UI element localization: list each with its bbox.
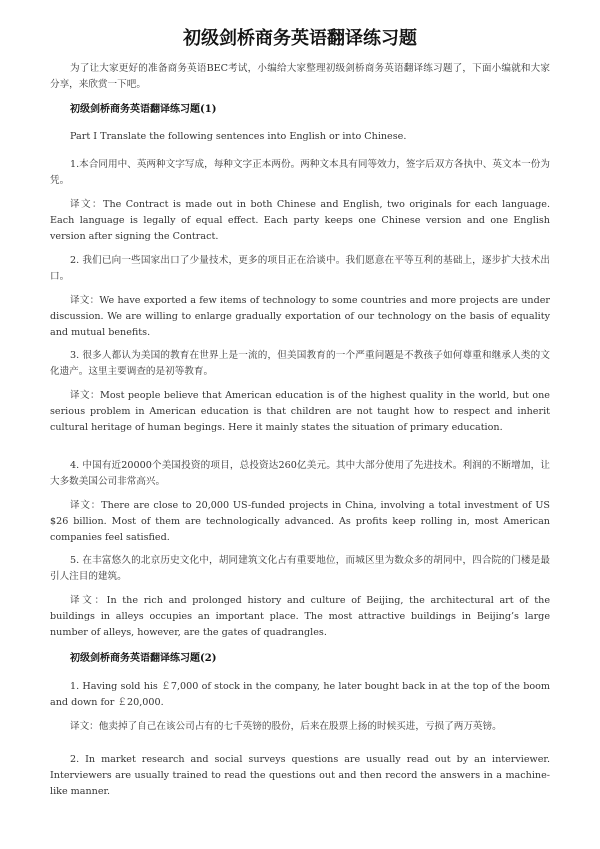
- s2-q1-english: 1. Having sold his ￡7,000 of stock in the company, he later bought back in at the top of the boom and down for ￡20,000.: [50, 681, 550, 708]
- section-2-heading: 初级剑桥商务英语翻译练习题(2): [70, 653, 217, 664]
- s1-q5-translation: 译文：In the rich and prolonged history and culture of Beijing, the architectural art of the buildings in alleys occupies an important place. The most attractive buildings in Beijing’s large number of alleys, however, are the gates of quadrangles.: [50, 595, 550, 638]
- s1-q3-chinese: 3. 很多人都认为美国的教育在世界上是一流的，但美国教育的一个严重问题是不教孩子如何尊重和继承人类的文化遗产。这里主要调查的是初等教育。: [50, 350, 550, 377]
- s1-q1-translation: 译文：The Contract is made out in both Chinese and English, two originals for each language. Each language is legally of equal effect. Each party keeps one Chinese version and one English version after signing the Contract.: [50, 199, 550, 242]
- part-instruction: Part I Translate the following sentences into English or into Chinese.: [70, 131, 407, 142]
- s1-q5-chinese: 5. 在丰富悠久的北京历史文化中，胡同建筑文化占有重要地位，而城区里为数众多的胡同中，四合院的门楼是最引人注目的建筑。: [50, 555, 550, 582]
- s1-q4-chinese: 4. 中国有近20000个美国投资的项目，总投资达260亿美元。其中大部分使用了先进技术。利润的不断增加，让大多数美国公司非常高兴。: [50, 460, 550, 487]
- s1-q3-translation: 译文：Most people believe that American education is of the highest quality in the world, but one serious problem in American education is that children are not taught how to respect and inherit cultural heritage of human begings. Here it mainly states the situation of primary education.: [50, 390, 550, 433]
- s2-q1-translation: 译文：他卖掉了自己在该公司占有的七千英镑的股份，后来在股票上扬的时候买进，亏损了两万英镑。: [70, 721, 502, 732]
- s1-q1-chinese: 1.本合同用中、英两种文字写成，每种文字正本两份。两种文本具有同等效力，签字后双方各执中、英文本一份为凭。: [50, 159, 550, 186]
- page-title: 初级剑桥商务英语翻译练习题: [183, 28, 417, 49]
- intro-paragraph: 为了让大家更好的准备商务英语BEC考试，小编给大家整理初级剑桥商务英语翻译练习题了，下面小编就和大家分享，来欣赏一下吧。: [50, 63, 550, 90]
- section-1-heading: 初级剑桥商务英语翻译练习题(1): [70, 104, 217, 115]
- s2-q2-english: 2. In market research and social surveys questions are usually read out by an interviewer. Interviewers are usually trained to read the questions out and then record the answers in a machine-like manner.: [50, 754, 550, 797]
- s1-q2-translation: 译文：We have exported a few items of technology to some countries and more projects are under discussion. We are willing to enlarge gradually exportation of our technology on the basis of equality and mutual benefits.: [50, 295, 550, 338]
- s1-q4-translation: 译文：There are close to 20,000 US-funded projects in China, involving a total investment of US $26 billion. Most of them are technologically advanced. As profits keep rolling in, most American companies feel satisfied.: [50, 500, 550, 543]
- s1-q2-chinese: 2. 我们已向一些国家出口了少量技术，更多的项目正在洽谈中。我们愿意在平等互利的基础上，逐步扩大技术出口。: [50, 255, 550, 282]
